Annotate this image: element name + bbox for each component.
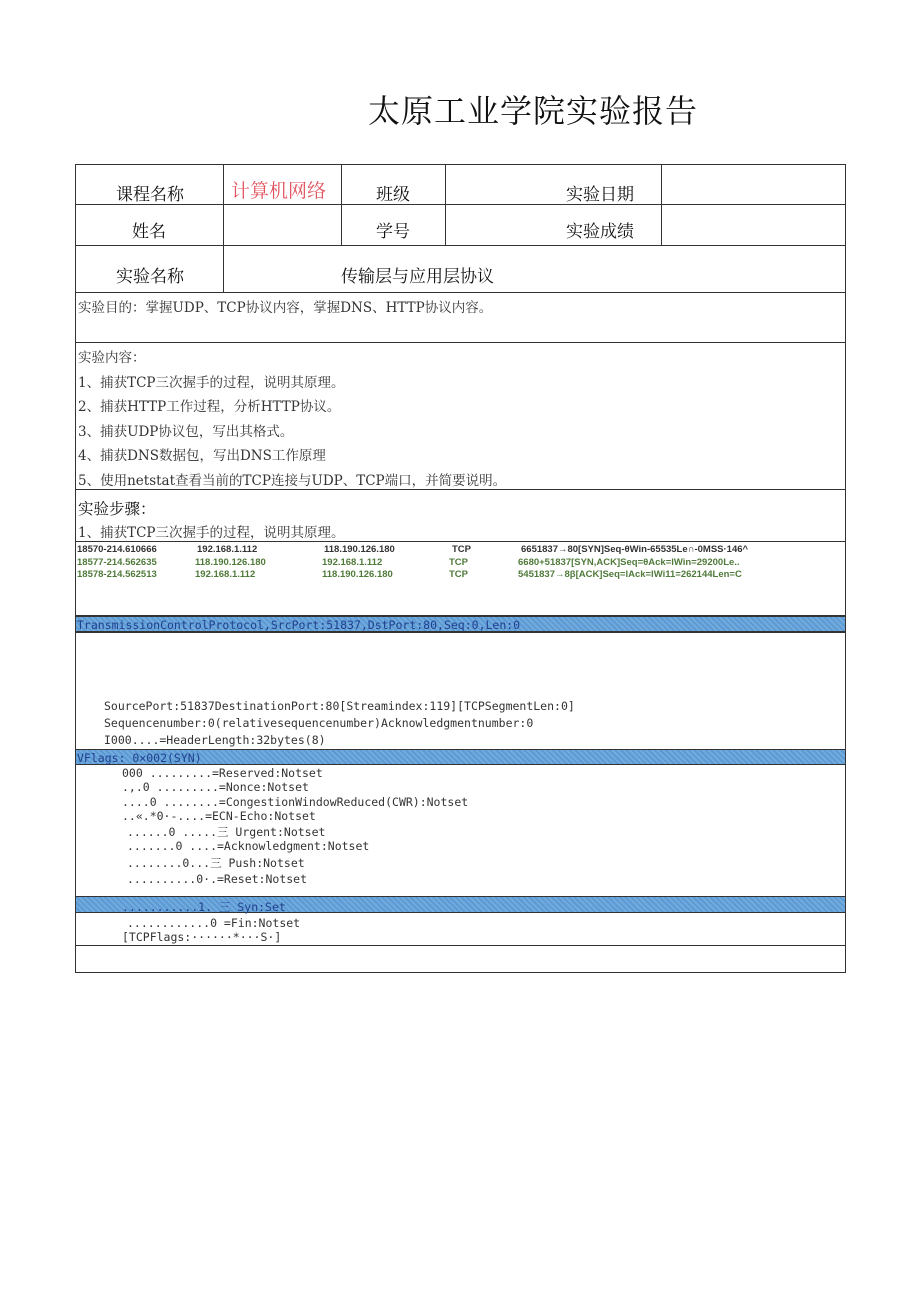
report-title: 太原工业学院实验报告 bbox=[368, 92, 699, 130]
row-divider bbox=[76, 245, 845, 246]
flag-line: ....0 ........=CongestionWindowReduced(CWR):Notset bbox=[122, 795, 469, 809]
row-divider bbox=[76, 204, 845, 205]
tcp-detail-line: I000....=HeaderLength:32bytes(8) bbox=[104, 733, 326, 747]
course-value: 计算机网络 bbox=[231, 180, 327, 202]
packet-time: 18570-214.610666 bbox=[77, 544, 157, 555]
row-divider bbox=[76, 489, 845, 490]
purpose-text: 实验目的：掌握UDP、TCP协议内容，掌握DNS、HTTP协议内容。 bbox=[78, 300, 493, 316]
student-id-label: 学号 bbox=[376, 222, 410, 242]
row-divider bbox=[76, 342, 845, 343]
packet-src: 192.168.1.112 bbox=[197, 544, 258, 555]
syn-band bbox=[76, 896, 845, 913]
steps-heading: 实验步骤： bbox=[78, 500, 156, 518]
step-1-text: 1、捕获TCP三次握手的过程，说明其原理。 bbox=[78, 525, 345, 541]
flags-text: VFlags: 0×002(SYN) bbox=[77, 751, 202, 765]
experiment-label: 实验名称 bbox=[116, 267, 184, 287]
class-label: 班级 bbox=[376, 185, 410, 205]
col-divider bbox=[661, 165, 662, 245]
fin-line: ............0 =Fin:Notset bbox=[127, 916, 301, 930]
content-item: 2、捕获HTTP工作过程，分析HTTP协议。 bbox=[78, 399, 341, 415]
col-divider bbox=[223, 165, 224, 292]
course-label: 课程名称 bbox=[116, 185, 184, 205]
packet-src: 192.168.1.112 bbox=[195, 569, 256, 580]
content-item: 5、使用netstat查看当前的TCP连接与UDP、TCP端口，并简要说明。 bbox=[78, 473, 507, 489]
content-heading: 实验内容： bbox=[78, 350, 146, 366]
packet-proto: TCP bbox=[449, 557, 468, 568]
col-divider bbox=[341, 165, 342, 245]
col-divider bbox=[445, 165, 446, 245]
flag-line: ........0...三 Push:Notset bbox=[127, 856, 305, 870]
packet-time: 18578-214.562513 bbox=[77, 569, 157, 580]
packet-proto: TCP bbox=[449, 569, 468, 580]
syn-text: ...........1. 三 Syn:Set bbox=[122, 900, 286, 914]
flag-line: ......0 .....三 Urgent:Notset bbox=[127, 825, 326, 839]
tcp-protocol-text: TransmissionControlProtocol,SrcPort:51837,DstPort:80,Seq:0,Len:0 bbox=[77, 618, 521, 632]
flag-line: ..«.*0·-....=ECN-Echo:Notset bbox=[122, 809, 316, 823]
packet-src: 118.190.126.180 bbox=[195, 557, 266, 568]
tcp-flags-summary: [TCPFlags:······*···S·] bbox=[122, 930, 282, 944]
date-label: 实验日期 bbox=[566, 185, 634, 205]
flag-line: .,.0 .........=Nonce:Notset bbox=[122, 780, 309, 794]
row-divider bbox=[76, 945, 845, 946]
packet-dst: 118.190.126.180 bbox=[322, 569, 393, 580]
row-divider bbox=[76, 541, 845, 542]
content-item: 3、捕获UDP协议包，写出其格式。 bbox=[78, 424, 294, 440]
flag-line: 000 .........=Reserved:Notset bbox=[122, 766, 323, 780]
packet-time: 18577-214.562635 bbox=[77, 557, 157, 568]
packet-dst: 192.168.1.112 bbox=[322, 557, 383, 568]
flag-line: ..........0·.=Reset:Notset bbox=[127, 872, 308, 886]
name-label: 姓名 bbox=[132, 222, 166, 242]
packet-info: 5451837→8β[ACK]Seq=lAck=lWi11=262144Len=C bbox=[518, 569, 742, 580]
score-label: 实验成绩 bbox=[566, 222, 634, 242]
flags-band bbox=[76, 749, 845, 765]
row-divider bbox=[76, 292, 845, 293]
tcp-detail-line: Sequencenumber:0(relativesequencenumber)Acknowledgmentnumber:0 bbox=[104, 716, 534, 730]
experiment-value: 传输层与应用层协议 bbox=[341, 267, 494, 287]
packet-proto: TCP bbox=[452, 544, 471, 555]
content-item: 4、捕获DNS数据包，写出DNS工作原理 bbox=[78, 448, 326, 464]
content-item: 1、捕获TCP三次握手的过程，说明其原理。 bbox=[78, 375, 345, 391]
flag-line: .......0 ....=Acknowledgment:Notset bbox=[127, 839, 370, 853]
packet-info: 6651837→80[SYN]Seq-θWin-65535Le∩-0MSS·146^ bbox=[521, 544, 749, 555]
row-divider bbox=[76, 632, 845, 633]
packet-dst: 118.190.126.180 bbox=[324, 544, 395, 555]
tcp-detail-line: SourcePort:51837DestinationPort:80[Streamindex:119][TCPSegmentLen:0] bbox=[104, 699, 575, 713]
tcp-protocol-band bbox=[76, 616, 845, 632]
packet-info: 6680+51837[SYN,ACK]Seq=θAck=lWin=29200Le.. bbox=[518, 557, 740, 568]
report-table bbox=[75, 164, 846, 973]
